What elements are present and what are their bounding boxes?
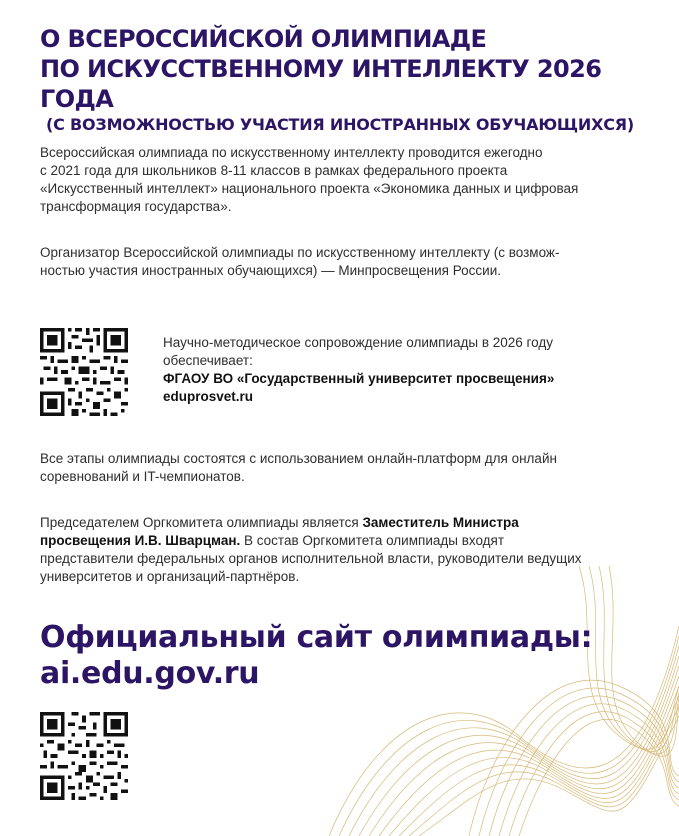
official-site-block bbox=[40, 620, 592, 692]
chair-line-2 bbox=[40, 532, 640, 550]
qr-code-eduprosvet-icon[interactable] bbox=[40, 328, 128, 416]
intro-line-1: Всероссийская олимпиада по искусственному интеллекту проводится ежегодно bbox=[40, 145, 543, 160]
chair-pre: Председателем Оргкомитета олимпиады является bbox=[40, 515, 363, 530]
official-site-url[interactable]: ai.edu.gov.ru bbox=[40, 656, 260, 691]
stages-paragraph bbox=[40, 450, 640, 486]
chair-line-4: университетов и организаций-партнёров. bbox=[40, 569, 300, 584]
stages-line-1: Все этапы олимпиады состоятся с использованием онлайн-платформ для онлайн bbox=[40, 451, 557, 466]
organizer-line-2: ностью участия иностранных обучающихся) — Минпросвещения России. bbox=[40, 263, 501, 278]
support-block bbox=[163, 334, 633, 406]
intro-line-4: трансформация государства». bbox=[40, 199, 232, 214]
support-line-2: обеспечивает: bbox=[163, 353, 253, 368]
chair-bold-1: Заместитель Министра bbox=[362, 515, 519, 530]
intro-paragraph bbox=[40, 144, 640, 216]
support-line-1: Научно-методическое сопровождение олимпиады в 2026 году bbox=[163, 335, 554, 350]
stages-line-2: соревнований и IT-чемпионатов. bbox=[40, 469, 245, 484]
page-heading bbox=[40, 24, 659, 136]
qr-code-official-site-icon[interactable] bbox=[40, 712, 128, 800]
organizer-paragraph bbox=[40, 244, 640, 280]
chair-post: В состав Оргкомитета олимпиады входят bbox=[240, 533, 505, 548]
support-site-link[interactable]: eduprosvet.ru bbox=[163, 389, 254, 404]
heading-subtitle: (С ВОЗМОЖНОСТЬЮ УЧАСТИЯ ИНОСТРАННЫХ ОБУЧАЮЩИХСЯ) bbox=[46, 115, 635, 134]
chair-line-3: представители федеральных органов исполнительной власти, руководители ведущих bbox=[40, 551, 582, 566]
intro-line-2: с 2021 года для школьников 8-11 классов в рамках федерального проекта bbox=[40, 163, 508, 178]
official-site-title: Официальный сайт олимпиады: bbox=[40, 620, 593, 655]
heading-line-1: О ВСЕРОССИЙСКОЙ ОЛИМПИАДЕ bbox=[40, 25, 487, 53]
chair-line-1 bbox=[40, 514, 640, 532]
intro-line-3: «Искусственный интеллект» национального проекта «Экономика данных и цифровая bbox=[40, 181, 579, 196]
organizer-line-1: Организатор Всероссийской олимпиады по искусственному интеллекту (с возмож- bbox=[40, 245, 560, 260]
chair-bold-2: просвещения И.В. Шварцман. bbox=[40, 533, 241, 548]
support-organization: ФГАОУ ВО «Государственный университет просвещения» bbox=[163, 371, 555, 386]
chair-paragraph bbox=[40, 514, 640, 586]
gold-lines-decoration bbox=[319, 566, 679, 836]
heading-line-2: ПО ИСКУССТВЕННОМУ ИНТЕЛЛЕКТУ 2026 ГОДА bbox=[40, 55, 602, 113]
